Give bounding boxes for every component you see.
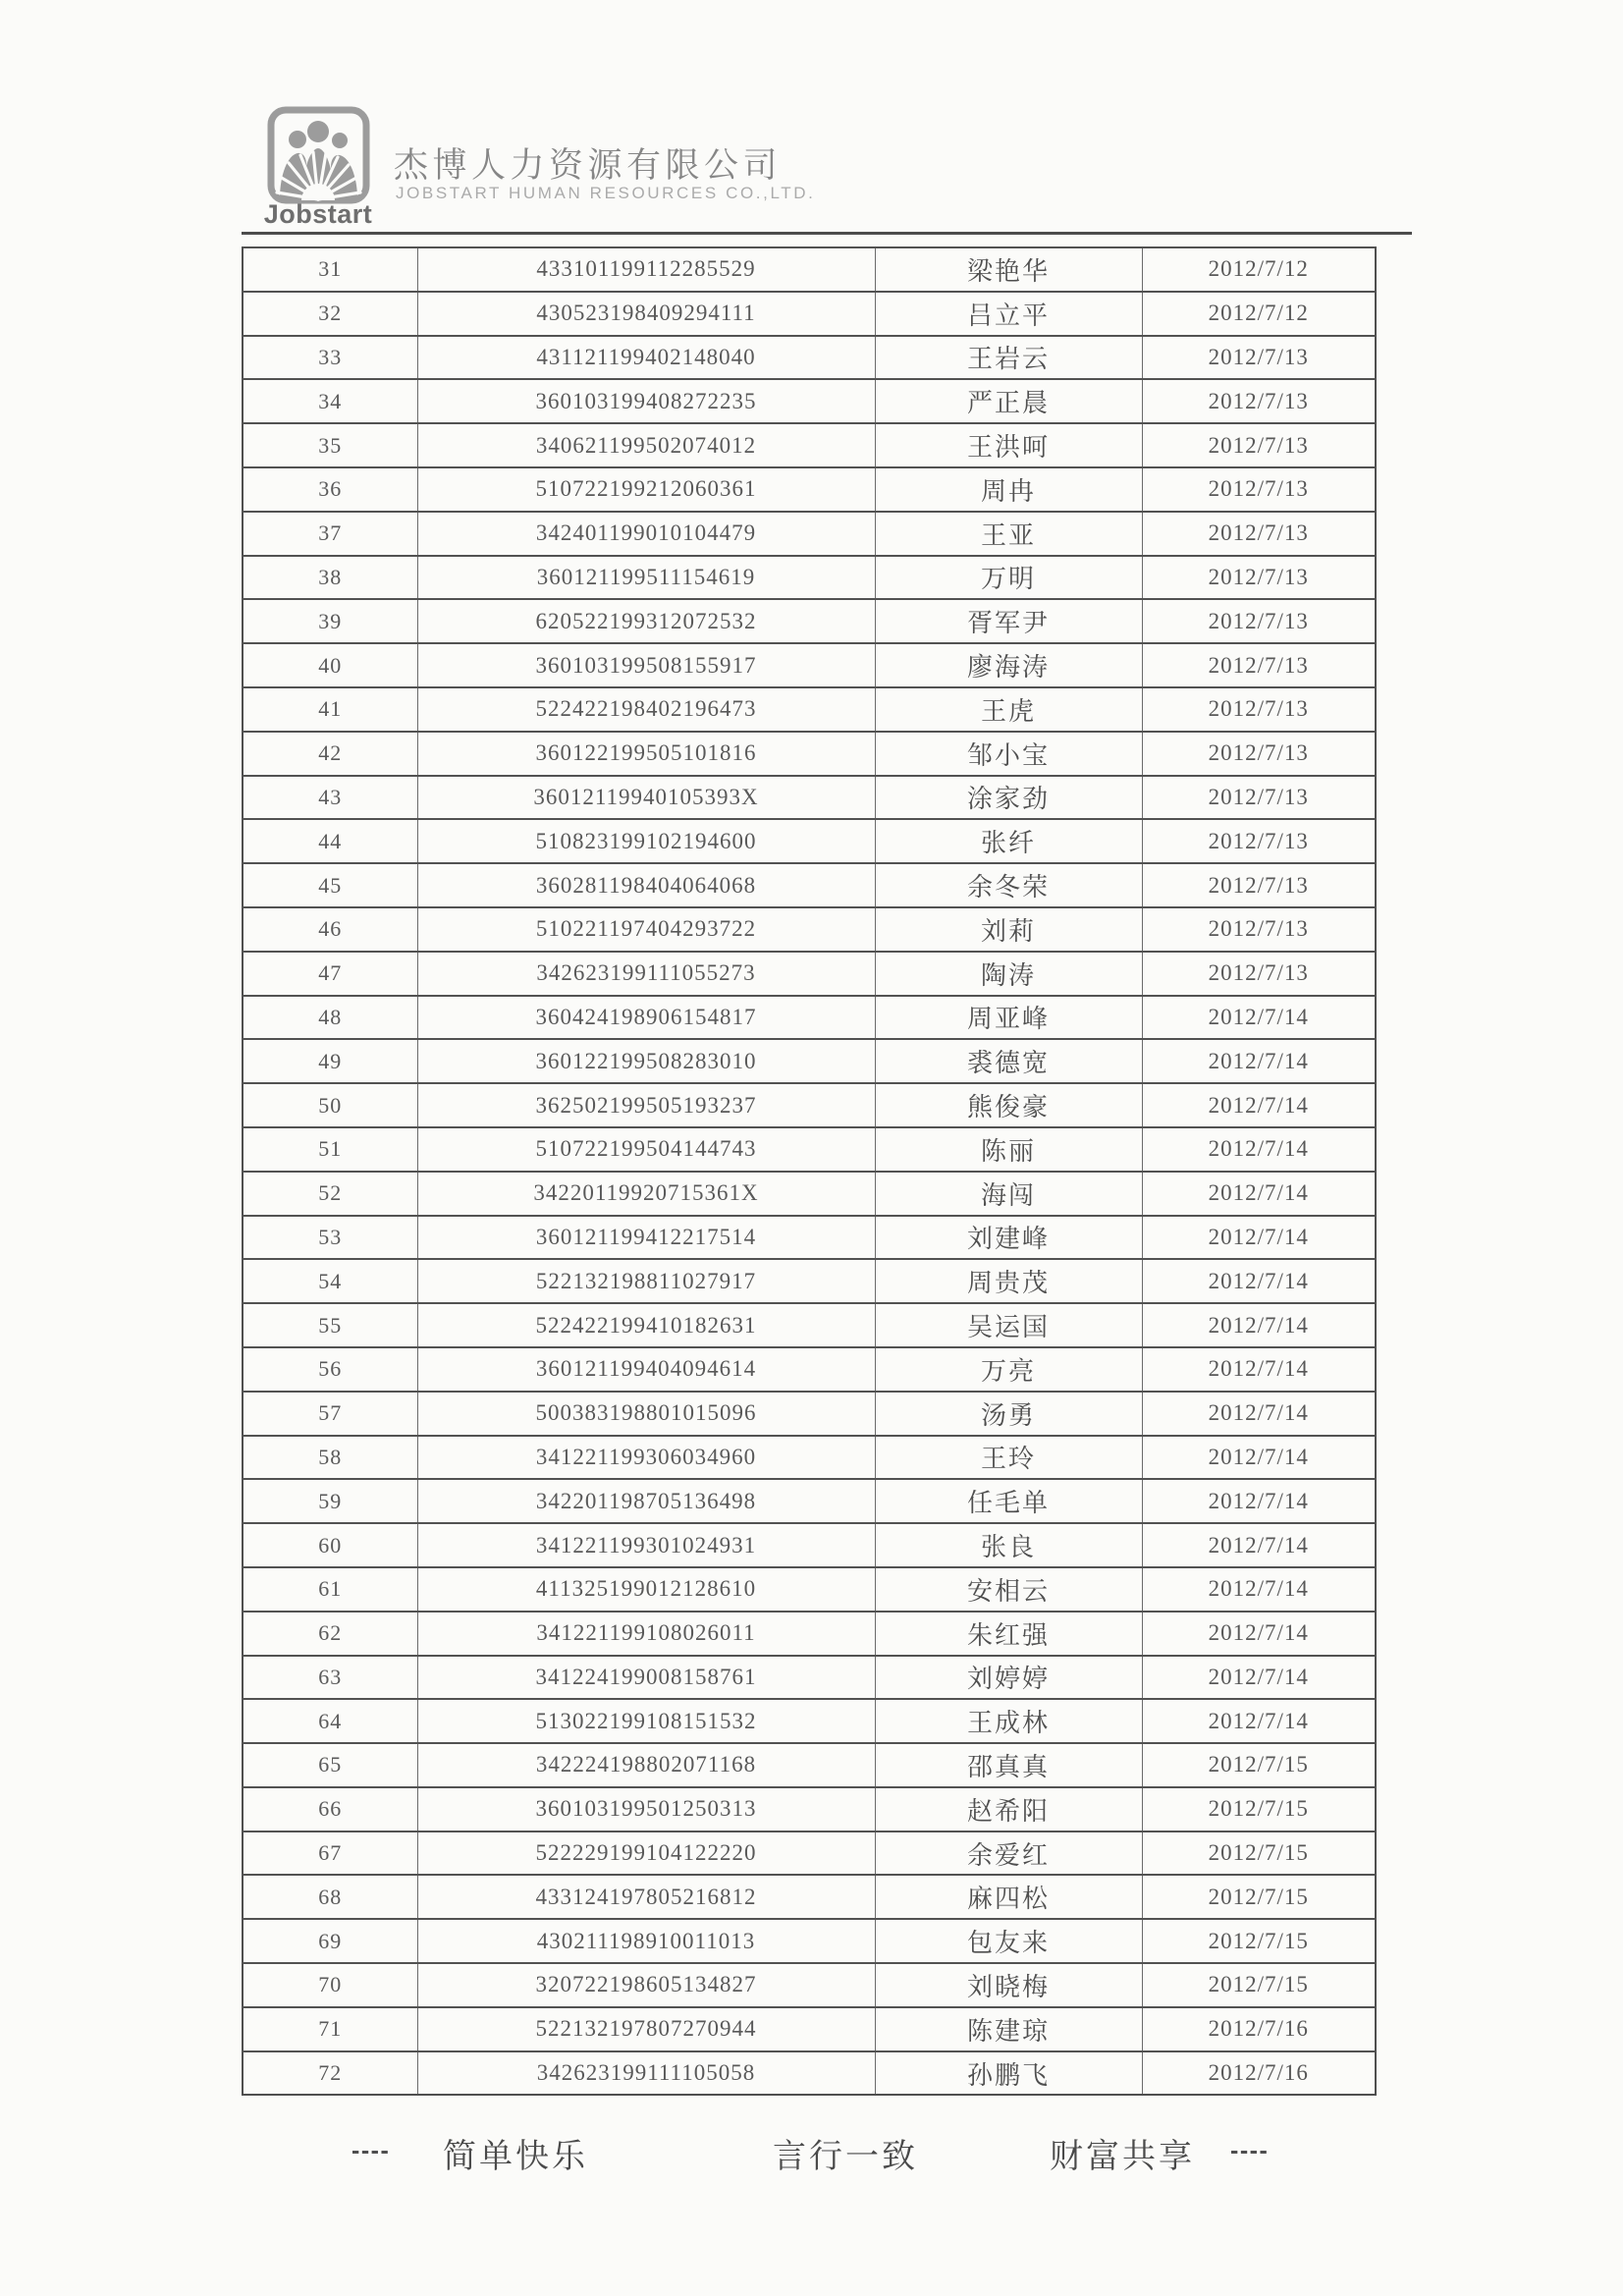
footer-slogan-share-wealth: 财富共享 (1050, 2139, 1195, 2175)
id-number-cell: 34220119920715361X (417, 1172, 875, 1216)
id-number-cell: 430523198409294111 (417, 292, 875, 336)
name-cell: 严正晨 (875, 379, 1142, 423)
id-number-cell: 620522199312072532 (417, 599, 875, 643)
table-row (243, 732, 1376, 776)
id-number-cell: 430211198910011013 (417, 1919, 875, 1963)
date-cell: 2012/7/13 (1142, 776, 1376, 820)
name-cell: 张良 (875, 1523, 1142, 1567)
table-row (243, 1656, 1376, 1700)
table-row (243, 819, 1376, 863)
table-row (243, 1831, 1376, 1876)
id-number-cell: 431121199402148040 (417, 336, 875, 380)
name-cell: 海闯 (875, 1172, 1142, 1216)
id-number-cell: 522229199104122220 (417, 1831, 875, 1876)
name-cell: 汤勇 (875, 1392, 1142, 1436)
row-number-cell: 33 (243, 336, 417, 380)
row-number-cell: 71 (243, 2007, 417, 2051)
name-cell: 胥军尹 (875, 599, 1142, 643)
name-cell: 梁艳华 (875, 247, 1142, 292)
date-cell: 2012/7/14 (1142, 1612, 1376, 1656)
row-number-cell: 67 (243, 1831, 417, 1876)
date-cell: 2012/7/15 (1142, 1875, 1376, 1919)
id-number-cell: 360121199511154619 (417, 556, 875, 600)
id-number-cell: 341221199301024931 (417, 1523, 875, 1567)
name-cell: 吕立平 (875, 292, 1142, 336)
table-row (243, 1172, 1376, 1216)
id-number-cell: 360121199412217514 (417, 1216, 875, 1260)
date-cell: 2012/7/14 (1142, 1039, 1376, 1083)
name-cell: 邹小宝 (875, 732, 1142, 776)
name-cell: 余冬荣 (875, 863, 1142, 907)
table-row (243, 776, 1376, 820)
date-cell: 2012/7/14 (1142, 1216, 1376, 1260)
row-number-cell: 43 (243, 776, 417, 820)
id-number-cell: 342401199010104479 (417, 512, 875, 556)
date-cell: 2012/7/14 (1142, 1392, 1376, 1436)
name-cell: 安相云 (875, 1567, 1142, 1612)
row-number-cell: 44 (243, 819, 417, 863)
table-row (243, 1039, 1376, 1083)
date-cell: 2012/7/13 (1142, 907, 1376, 952)
date-cell: 2012/7/12 (1142, 292, 1376, 336)
name-cell: 刘建峰 (875, 1216, 1142, 1260)
date-cell: 2012/7/13 (1142, 379, 1376, 423)
name-cell: 王玲 (875, 1436, 1142, 1480)
date-cell: 2012/7/13 (1142, 512, 1376, 556)
row-number-cell: 53 (243, 1216, 417, 1260)
id-number-cell: 433101199112285529 (417, 247, 875, 292)
table-row (243, 687, 1376, 732)
company-name-english: JOBSTART HUMAN RESOURCES CO.,LTD. (396, 184, 816, 202)
name-cell: 万亮 (875, 1347, 1142, 1392)
date-cell: 2012/7/13 (1142, 819, 1376, 863)
id-number-cell: 360103199508155917 (417, 643, 875, 687)
id-number-cell: 513022199108151532 (417, 1699, 875, 1743)
date-cell: 2012/7/15 (1142, 1787, 1376, 1831)
name-cell: 王成林 (875, 1699, 1142, 1743)
date-cell: 2012/7/13 (1142, 556, 1376, 600)
table-row (243, 336, 1376, 380)
row-number-cell: 55 (243, 1303, 417, 1347)
date-cell: 2012/7/14 (1142, 1523, 1376, 1567)
id-number-cell: 360122199508283010 (417, 1039, 875, 1083)
id-number-cell: 342623199111105058 (417, 2051, 875, 2096)
table-row (243, 1216, 1376, 1260)
id-number-cell: 342224198802071168 (417, 1743, 875, 1787)
table-row (243, 1787, 1376, 1831)
id-number-cell: 341221199306034960 (417, 1436, 875, 1480)
date-cell: 2012/7/13 (1142, 863, 1376, 907)
table-row (243, 863, 1376, 907)
row-number-cell: 34 (243, 379, 417, 423)
table-row (243, 2051, 1376, 2096)
row-number-cell: 39 (243, 599, 417, 643)
table-row (243, 1699, 1376, 1743)
date-cell: 2012/7/14 (1142, 1699, 1376, 1743)
table-row (243, 512, 1376, 556)
id-number-cell: 341224199008158761 (417, 1656, 875, 1700)
name-cell: 周冉 (875, 467, 1142, 512)
row-number-cell: 64 (243, 1699, 417, 1743)
date-cell: 2012/7/13 (1142, 467, 1376, 512)
name-cell: 邵真真 (875, 1743, 1142, 1787)
name-cell: 朱红强 (875, 1612, 1142, 1656)
name-cell: 周贵茂 (875, 1259, 1142, 1303)
date-cell: 2012/7/14 (1142, 996, 1376, 1040)
date-cell: 2012/7/16 (1142, 2051, 1376, 2096)
footer-dashes-left: ---- (352, 2137, 391, 2164)
row-number-cell: 72 (243, 2051, 417, 2096)
name-cell: 裘德宽 (875, 1039, 1142, 1083)
name-cell: 刘晓梅 (875, 1963, 1142, 2007)
row-number-cell: 65 (243, 1743, 417, 1787)
logo-wordmark: Jobstart (263, 199, 373, 229)
date-cell: 2012/7/14 (1142, 1436, 1376, 1480)
row-number-cell: 62 (243, 1612, 417, 1656)
row-number-cell: 57 (243, 1392, 417, 1436)
id-number-cell: 360103199501250313 (417, 1787, 875, 1831)
table-row (243, 1259, 1376, 1303)
table-row (243, 1523, 1376, 1567)
row-number-cell: 38 (243, 556, 417, 600)
date-cell: 2012/7/13 (1142, 643, 1376, 687)
id-number-cell: 360281198404064068 (417, 863, 875, 907)
company-name-chinese: 杰博人力资源有限公司 (394, 146, 783, 185)
date-cell: 2012/7/14 (1142, 1479, 1376, 1523)
date-cell: 2012/7/13 (1142, 687, 1376, 732)
name-cell: 涂家劲 (875, 776, 1142, 820)
row-number-cell: 45 (243, 863, 417, 907)
row-number-cell: 49 (243, 1039, 417, 1083)
id-number-cell: 510722199504144743 (417, 1127, 875, 1172)
id-number-cell: 500383198801015096 (417, 1392, 875, 1436)
row-number-cell: 36 (243, 467, 417, 512)
id-number-cell: 360122199505101816 (417, 732, 875, 776)
date-cell: 2012/7/13 (1142, 732, 1376, 776)
row-number-cell: 69 (243, 1919, 417, 1963)
footer-slogan-words-deeds: 言行一致 (773, 2139, 918, 2175)
row-number-cell: 32 (243, 292, 417, 336)
name-cell: 廖海涛 (875, 643, 1142, 687)
id-number-cell: 360103199408272235 (417, 379, 875, 423)
id-number-cell: 433124197805216812 (417, 1875, 875, 1919)
table-row (243, 1919, 1376, 1963)
name-cell: 吴运国 (875, 1303, 1142, 1347)
row-number-cell: 35 (243, 423, 417, 467)
table-row (243, 1347, 1376, 1392)
name-cell: 王洪呵 (875, 423, 1142, 467)
name-cell: 周亚峰 (875, 996, 1142, 1040)
table-row (243, 423, 1376, 467)
row-number-cell: 47 (243, 952, 417, 996)
date-cell: 2012/7/13 (1142, 423, 1376, 467)
row-number-cell: 66 (243, 1787, 417, 1831)
date-cell: 2012/7/13 (1142, 336, 1376, 380)
name-cell: 孙鹏飞 (875, 2051, 1142, 2096)
table-row (243, 1127, 1376, 1172)
name-cell: 熊俊豪 (875, 1083, 1142, 1127)
table-row (243, 1963, 1376, 2007)
table-row (243, 467, 1376, 512)
table-row (243, 643, 1376, 687)
name-cell: 陶涛 (875, 952, 1142, 996)
table-row (243, 996, 1376, 1040)
date-cell: 2012/7/14 (1142, 1259, 1376, 1303)
id-number-cell: 341221199108026011 (417, 1612, 875, 1656)
row-number-cell: 37 (243, 512, 417, 556)
id-number-cell: 342201198705136498 (417, 1479, 875, 1523)
date-cell: 2012/7/14 (1142, 1656, 1376, 1700)
table-row (243, 292, 1376, 336)
name-cell: 包友来 (875, 1919, 1142, 1963)
date-cell: 2012/7/12 (1142, 247, 1376, 292)
table-row (243, 556, 1376, 600)
table-row (243, 1743, 1376, 1787)
table-row (243, 1875, 1376, 1919)
row-number-cell: 52 (243, 1172, 417, 1216)
name-cell: 赵希阳 (875, 1787, 1142, 1831)
id-number-cell: 36012119940105393X (417, 776, 875, 820)
name-cell: 王虎 (875, 687, 1142, 732)
table-row (243, 907, 1376, 952)
id-number-cell: 360424198906154817 (417, 996, 875, 1040)
row-number-cell: 51 (243, 1127, 417, 1172)
row-number-cell: 70 (243, 1963, 417, 2007)
table-body (243, 247, 1376, 2095)
id-number-cell: 522422199410182631 (417, 1303, 875, 1347)
row-number-cell: 46 (243, 907, 417, 952)
date-cell: 2012/7/16 (1142, 2007, 1376, 2051)
name-cell: 陈建琼 (875, 2007, 1142, 2051)
footer-slogan-simple-happy: 简单快乐 (443, 2139, 588, 2175)
row-number-cell: 42 (243, 732, 417, 776)
row-number-cell: 56 (243, 1347, 417, 1392)
id-number-cell: 340621199502074012 (417, 423, 875, 467)
name-cell: 王亚 (875, 512, 1142, 556)
table-row (243, 1303, 1376, 1347)
id-number-cell: 510722199212060361 (417, 467, 875, 512)
row-number-cell: 50 (243, 1083, 417, 1127)
footer-dashes-right: ---- (1230, 2137, 1270, 2164)
table-row (243, 599, 1376, 643)
row-number-cell: 54 (243, 1259, 417, 1303)
table-row (243, 1436, 1376, 1480)
table-row (243, 2007, 1376, 2051)
id-number-cell: 510823199102194600 (417, 819, 875, 863)
row-number-cell: 61 (243, 1567, 417, 1612)
date-cell: 2012/7/15 (1142, 1919, 1376, 1963)
id-number-cell: 522132197807270944 (417, 2007, 875, 2051)
table-row (243, 379, 1376, 423)
table-row (243, 247, 1376, 292)
table-row (243, 1612, 1376, 1656)
row-number-cell: 48 (243, 996, 417, 1040)
name-cell: 陈丽 (875, 1127, 1142, 1172)
table-row (243, 1479, 1376, 1523)
date-cell: 2012/7/14 (1142, 1083, 1376, 1127)
id-number-cell: 510221197404293722 (417, 907, 875, 952)
id-number-cell: 522422198402196473 (417, 687, 875, 732)
roster-table (242, 246, 1377, 2096)
id-number-cell: 522132198811027917 (417, 1259, 875, 1303)
name-cell: 刘婷婷 (875, 1656, 1142, 1700)
name-cell: 余爱红 (875, 1831, 1142, 1876)
date-cell: 2012/7/13 (1142, 952, 1376, 996)
id-number-cell: 342623199111055273 (417, 952, 875, 996)
id-number-cell: 320722198605134827 (417, 1963, 875, 2007)
id-number-cell: 411325199012128610 (417, 1567, 875, 1612)
table-row (243, 1083, 1376, 1127)
name-cell: 刘莉 (875, 907, 1142, 952)
date-cell: 2012/7/14 (1142, 1303, 1376, 1347)
date-cell: 2012/7/14 (1142, 1567, 1376, 1612)
row-number-cell: 59 (243, 1479, 417, 1523)
row-number-cell: 68 (243, 1875, 417, 1919)
header-divider (242, 232, 1412, 235)
date-cell: 2012/7/14 (1142, 1127, 1376, 1172)
name-cell: 王岩云 (875, 336, 1142, 380)
table-row (243, 952, 1376, 996)
name-cell: 麻四松 (875, 1875, 1142, 1919)
name-cell: 万明 (875, 556, 1142, 600)
name-cell: 张纤 (875, 819, 1142, 863)
jobstart-logo-icon (267, 106, 370, 204)
date-cell: 2012/7/15 (1142, 1963, 1376, 2007)
id-number-cell: 360121199404094614 (417, 1347, 875, 1392)
row-number-cell: 60 (243, 1523, 417, 1567)
row-number-cell: 63 (243, 1656, 417, 1700)
date-cell: 2012/7/15 (1142, 1831, 1376, 1876)
row-number-cell: 41 (243, 687, 417, 732)
date-cell: 2012/7/14 (1142, 1347, 1376, 1392)
date-cell: 2012/7/15 (1142, 1743, 1376, 1787)
date-cell: 2012/7/14 (1142, 1172, 1376, 1216)
name-cell: 任毛单 (875, 1479, 1142, 1523)
row-number-cell: 31 (243, 247, 417, 292)
table-row (243, 1567, 1376, 1612)
row-number-cell: 40 (243, 643, 417, 687)
date-cell: 2012/7/13 (1142, 599, 1376, 643)
table-row (243, 1392, 1376, 1436)
id-number-cell: 362502199505193237 (417, 1083, 875, 1127)
row-number-cell: 58 (243, 1436, 417, 1480)
